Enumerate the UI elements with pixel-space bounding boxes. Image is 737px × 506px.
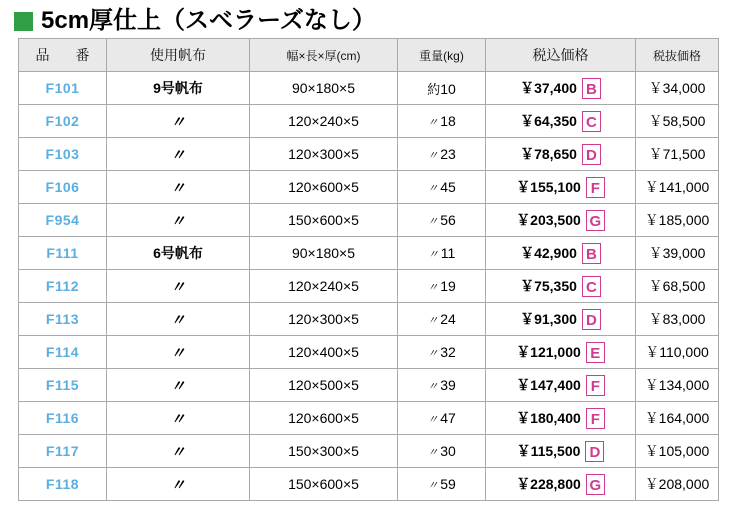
- header-cloth: 使用帆布: [107, 39, 250, 72]
- ditto-mark: 〃: [427, 347, 439, 360]
- header-size: 幅×長×厚(cm): [250, 39, 398, 72]
- cell-product-code: F102: [19, 105, 107, 138]
- cell-dimensions: 90×180×5: [250, 237, 398, 270]
- spec-table: [18, 38, 719, 501]
- weight-value: 11: [440, 244, 456, 261]
- price-amount: ￥78,650: [520, 146, 577, 162]
- price-amount: ￥228,800: [516, 476, 581, 492]
- cell-weight: [398, 72, 486, 105]
- cell-product-code: F114: [19, 336, 107, 369]
- header-code: 品 番: [19, 39, 107, 72]
- price-amount: ￥91,300: [520, 311, 577, 327]
- cell-price-tax-excluded: ￥71,500: [636, 138, 719, 171]
- cell-price-tax-excluded: ￥110,000: [636, 336, 719, 369]
- table-row: [19, 468, 719, 501]
- cell-weight: [398, 270, 486, 303]
- cell-cloth-type: 〃: [107, 336, 250, 369]
- price-rank-badge: F: [586, 375, 605, 396]
- cell-weight: [398, 402, 486, 435]
- table-row: [19, 270, 719, 303]
- ditto-mark: 〃: [427, 248, 439, 261]
- cell-product-code: F101: [19, 72, 107, 105]
- price-rank-badge: G: [586, 210, 605, 231]
- cell-weight: [398, 303, 486, 336]
- cell-weight: [398, 204, 486, 237]
- cell-price-tax-included: [486, 237, 636, 270]
- price-rank-badge: D: [582, 309, 601, 330]
- cell-price-tax-included: [486, 435, 636, 468]
- cell-price-tax-included: [486, 270, 636, 303]
- price-rank-badge: B: [582, 243, 601, 264]
- approx-mark: 約: [427, 81, 441, 97]
- cell-weight: [398, 237, 486, 270]
- cell-product-code: F118: [19, 468, 107, 501]
- price-amount: ￥147,400: [516, 377, 581, 393]
- cell-price-tax-excluded: ￥105,000: [636, 435, 719, 468]
- cell-dimensions: 120×600×5: [250, 402, 398, 435]
- cell-product-code: F112: [19, 270, 107, 303]
- price-amount: ￥64,350: [520, 113, 577, 129]
- table-row: [19, 336, 719, 369]
- table-row: [19, 369, 719, 402]
- cell-price-tax-excluded: ￥134,000: [636, 369, 719, 402]
- cell-dimensions: 90×180×5: [250, 72, 398, 105]
- cell-price-tax-included: [486, 369, 636, 402]
- cell-dimensions: 150×600×5: [250, 204, 398, 237]
- price-amount: ￥155,100: [516, 179, 581, 195]
- price-amount: ￥115,500: [516, 443, 581, 459]
- weight-value: 45: [440, 178, 456, 195]
- cell-price-tax-excluded: ￥141,000: [636, 171, 719, 204]
- table-row: [19, 105, 719, 138]
- cell-dimensions: 120×240×5: [250, 105, 398, 138]
- price-rank-badge: F: [586, 177, 605, 198]
- cell-cloth-type: 6号帆布: [107, 237, 250, 270]
- price-rank-badge: E: [586, 342, 605, 363]
- table-row: [19, 171, 719, 204]
- cell-price-tax-excluded: ￥164,000: [636, 402, 719, 435]
- cell-dimensions: 150×300×5: [250, 435, 398, 468]
- table-row: [19, 138, 719, 171]
- cell-dimensions: 120×300×5: [250, 138, 398, 171]
- cell-price-tax-included: [486, 171, 636, 204]
- ditto-mark: 〃: [427, 380, 439, 393]
- cell-weight: [398, 105, 486, 138]
- price-amount: ￥180,400: [516, 410, 581, 426]
- cell-price-tax-excluded: ￥39,000: [636, 237, 719, 270]
- cell-price-tax-excluded: ￥34,000: [636, 72, 719, 105]
- cell-price-tax-excluded: ￥58,500: [636, 105, 719, 138]
- cell-price-tax-included: [486, 468, 636, 501]
- weight-value: 24: [440, 310, 456, 327]
- header-weight: 重量(kg): [398, 39, 486, 72]
- cell-product-code: F106: [19, 171, 107, 204]
- cell-product-code: F116: [19, 402, 107, 435]
- price-rank-badge: G: [586, 474, 605, 495]
- cell-dimensions: 120×400×5: [250, 336, 398, 369]
- cell-price-tax-excluded: ￥68,500: [636, 270, 719, 303]
- weight-value: 10: [440, 80, 456, 97]
- ditto-mark: 〃: [427, 413, 439, 426]
- cell-price-tax-included: [486, 303, 636, 336]
- cell-price-tax-included: [486, 105, 636, 138]
- weight-value: 18: [440, 112, 456, 129]
- price-rank-badge: F: [586, 408, 605, 429]
- price-rank-badge: C: [582, 111, 601, 132]
- ditto-mark: 〃: [427, 314, 439, 327]
- table-row: [19, 237, 719, 270]
- price-rank-badge: B: [582, 78, 601, 99]
- cell-price-tax-excluded: ￥208,000: [636, 468, 719, 501]
- weight-value: 32: [440, 343, 456, 360]
- price-amount: ￥121,000: [516, 344, 581, 360]
- cell-dimensions: 120×240×5: [250, 270, 398, 303]
- ditto-mark: 〃: [427, 116, 439, 129]
- page-title: 5cm厚仕上（スベラーズなし）: [41, 7, 376, 34]
- cell-price-tax-included: [486, 336, 636, 369]
- table-row: [19, 204, 719, 237]
- price-amount: ￥75,350: [520, 278, 577, 294]
- cell-product-code: F103: [19, 138, 107, 171]
- price-amount: ￥37,400: [520, 80, 577, 96]
- table-header-row: [19, 39, 719, 72]
- price-amount: ￥42,900: [520, 245, 577, 261]
- cell-product-code: F111: [19, 237, 107, 270]
- cell-cloth-type: 9号帆布: [107, 72, 250, 105]
- section-marker-icon: [14, 12, 33, 31]
- cell-dimensions: 120×500×5: [250, 369, 398, 402]
- table-row: [19, 72, 719, 105]
- ditto-mark: 〃: [427, 446, 439, 459]
- cell-cloth-type: 〃: [107, 369, 250, 402]
- cell-weight: [398, 138, 486, 171]
- weight-value: 23: [440, 145, 456, 162]
- price-rank-badge: D: [582, 144, 601, 165]
- weight-value: 56: [440, 211, 456, 228]
- weight-value: 59: [440, 475, 456, 492]
- cell-weight: [398, 336, 486, 369]
- cell-cloth-type: 〃: [107, 138, 250, 171]
- cell-cloth-type: 〃: [107, 270, 250, 303]
- weight-value: 47: [440, 409, 456, 426]
- section-title: [0, 0, 737, 38]
- cell-cloth-type: 〃: [107, 204, 250, 237]
- cell-weight: [398, 369, 486, 402]
- cell-price-tax-excluded: ￥185,000: [636, 204, 719, 237]
- ditto-mark: 〃: [427, 479, 439, 492]
- price-rank-badge: D: [585, 441, 604, 462]
- price-rank-badge: C: [582, 276, 601, 297]
- ditto-mark: 〃: [427, 215, 439, 228]
- table-header: [19, 39, 719, 72]
- cell-product-code: F117: [19, 435, 107, 468]
- cell-weight: [398, 171, 486, 204]
- price-amount: ￥203,500: [516, 212, 581, 228]
- table-row: [19, 402, 719, 435]
- cell-cloth-type: 〃: [107, 402, 250, 435]
- weight-value: 39: [440, 376, 456, 393]
- cell-cloth-type: 〃: [107, 171, 250, 204]
- cell-price-tax-excluded: ￥83,000: [636, 303, 719, 336]
- cell-weight: [398, 435, 486, 468]
- cell-cloth-type: 〃: [107, 468, 250, 501]
- cell-dimensions: 150×600×5: [250, 468, 398, 501]
- cell-price-tax-included: [486, 204, 636, 237]
- cell-dimensions: 120×300×5: [250, 303, 398, 336]
- ditto-mark: 〃: [427, 149, 439, 162]
- cell-product-code: F954: [19, 204, 107, 237]
- header-price-net: 税抜価格: [636, 39, 719, 72]
- cell-price-tax-included: [486, 402, 636, 435]
- table-row: [19, 435, 719, 468]
- cell-dimensions: 120×600×5: [250, 171, 398, 204]
- weight-value: 19: [440, 277, 456, 294]
- weight-value: 30: [440, 442, 456, 459]
- ditto-mark: 〃: [427, 182, 439, 195]
- cell-product-code: F113: [19, 303, 107, 336]
- ditto-mark: 〃: [427, 281, 439, 294]
- cell-product-code: F115: [19, 369, 107, 402]
- header-price-tax: 税込価格: [486, 39, 636, 72]
- cell-weight: [398, 468, 486, 501]
- table-body: [19, 72, 719, 501]
- cell-cloth-type: 〃: [107, 105, 250, 138]
- cell-cloth-type: 〃: [107, 303, 250, 336]
- table-row: [19, 303, 719, 336]
- cell-price-tax-included: [486, 138, 636, 171]
- cell-price-tax-included: [486, 72, 636, 105]
- cell-cloth-type: 〃: [107, 435, 250, 468]
